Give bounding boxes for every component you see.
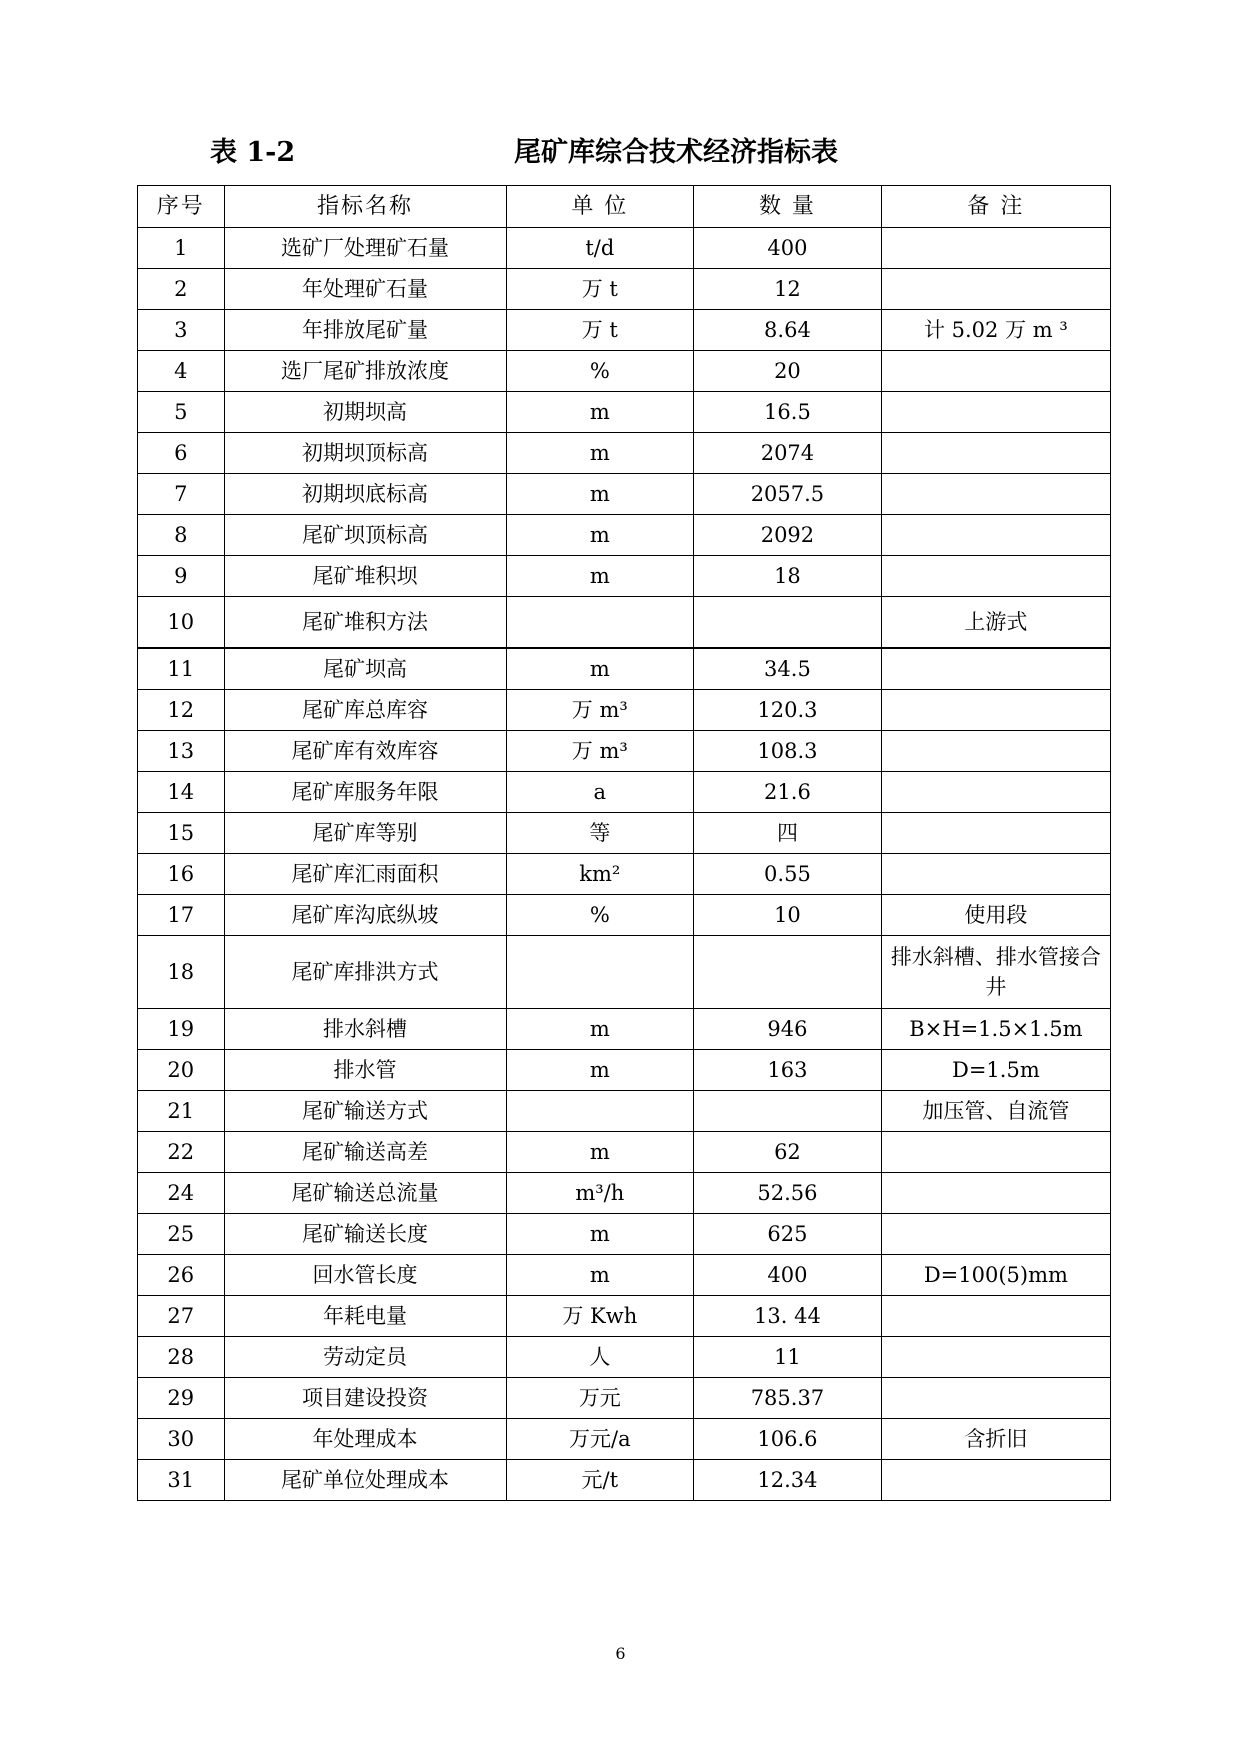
cell-unit: 万 m³ (506, 690, 694, 731)
table-title: 尾矿库综合技术经济指标表 (514, 137, 838, 168)
cell-quantity (694, 936, 882, 1009)
cell-unit: m (506, 433, 694, 474)
cell-indicator: 尾矿输送方式 (224, 1091, 506, 1132)
table-header-row (138, 186, 1111, 228)
cell-remark (881, 731, 1110, 772)
cell-indicator: 尾矿库服务年限 (224, 772, 506, 813)
table-row (138, 1009, 1111, 1050)
cell-quantity: 2057.5 (694, 474, 882, 515)
cell-unit: 万 Kwh (506, 1296, 694, 1337)
cell-indicator: 尾矿坝高 (224, 648, 506, 690)
table-row (138, 1337, 1111, 1378)
cell-index: 12 (138, 690, 225, 731)
table-row (138, 731, 1111, 772)
cell-index: 8 (138, 515, 225, 556)
cell-index: 28 (138, 1337, 225, 1378)
cell-unit: 万 t (506, 269, 694, 310)
cell-quantity: 12 (694, 269, 882, 310)
table-row (138, 1419, 1111, 1460)
cell-index: 29 (138, 1378, 225, 1419)
table-row (138, 556, 1111, 597)
cell-remark (881, 556, 1110, 597)
cell-remark: 使用段 (881, 895, 1110, 936)
cell-unit: % (506, 895, 694, 936)
table-row (138, 895, 1111, 936)
table-row (138, 648, 1111, 690)
cell-remark (881, 474, 1110, 515)
table-row (138, 1296, 1111, 1337)
cell-indicator: 年处理矿石量 (224, 269, 506, 310)
cell-unit: a (506, 772, 694, 813)
cell-indicator: 初期坝高 (224, 392, 506, 433)
cell-indicator: 尾矿单位处理成本 (224, 1460, 506, 1501)
cell-indicator: 尾矿输送长度 (224, 1214, 506, 1255)
cell-index: 30 (138, 1419, 225, 1460)
cell-remark (881, 433, 1110, 474)
cell-quantity: 785.37 (694, 1378, 882, 1419)
cell-index: 4 (138, 351, 225, 392)
cell-index: 10 (138, 597, 225, 649)
cell-index: 11 (138, 648, 225, 690)
cell-indicator: 劳动定员 (224, 1337, 506, 1378)
table-row (138, 228, 1111, 269)
table-row (138, 474, 1111, 515)
cell-index: 25 (138, 1214, 225, 1255)
cell-quantity: 12.34 (694, 1460, 882, 1501)
cell-unit: m (506, 648, 694, 690)
cell-remark (881, 228, 1110, 269)
table-row (138, 1214, 1111, 1255)
indicator-table (137, 185, 1111, 1501)
cell-indicator: 尾矿库等别 (224, 813, 506, 854)
cell-quantity: 163 (694, 1050, 882, 1091)
cell-index: 31 (138, 1460, 225, 1501)
cell-index: 5 (138, 392, 225, 433)
table-row (138, 772, 1111, 813)
cell-unit: m (506, 474, 694, 515)
cell-quantity: 20 (694, 351, 882, 392)
cell-unit: 元/t (506, 1460, 694, 1501)
cell-unit: m (506, 556, 694, 597)
table-row (138, 433, 1111, 474)
cell-quantity: 400 (694, 1255, 882, 1296)
table-row (138, 1173, 1111, 1214)
table-row (138, 1132, 1111, 1173)
cell-index: 18 (138, 936, 225, 1009)
cell-quantity: 16.5 (694, 392, 882, 433)
cell-quantity: 13. 44 (694, 1296, 882, 1337)
table-row (138, 936, 1111, 1009)
cell-index: 27 (138, 1296, 225, 1337)
cell-indicator: 初期坝底标高 (224, 474, 506, 515)
cell-unit: m (506, 1009, 694, 1050)
cell-quantity: 11 (694, 1337, 882, 1378)
cell-index: 1 (138, 228, 225, 269)
cell-unit: m (506, 392, 694, 433)
cell-indicator: 尾矿库排洪方式 (224, 936, 506, 1009)
cell-quantity (694, 1091, 882, 1132)
cell-remark (881, 648, 1110, 690)
cell-remark (881, 813, 1110, 854)
cell-quantity: 62 (694, 1132, 882, 1173)
cell-quantity: 625 (694, 1214, 882, 1255)
cell-quantity: 8.64 (694, 310, 882, 351)
cell-unit: m (506, 1050, 694, 1091)
cell-indicator: 年处理成本 (224, 1419, 506, 1460)
table-row (138, 392, 1111, 433)
cell-unit: 人 (506, 1337, 694, 1378)
cell-remark: B×H=1.5×1.5m (881, 1009, 1110, 1050)
cell-remark: 计 5.02 万 m ³ (881, 310, 1110, 351)
cell-remark: 加压管、自流管 (881, 1091, 1110, 1132)
cell-unit (506, 936, 694, 1009)
table-row (138, 351, 1111, 392)
cell-index: 15 (138, 813, 225, 854)
cell-remark: D=100(5)mm (881, 1255, 1110, 1296)
cell-indicator: 尾矿堆积坝 (224, 556, 506, 597)
cell-indicator: 年耗电量 (224, 1296, 506, 1337)
cell-remark (881, 854, 1110, 895)
cell-indicator: 年排放尾矿量 (224, 310, 506, 351)
col-header-index: 序号 (138, 186, 225, 228)
cell-remark (881, 1173, 1110, 1214)
table-row (138, 1091, 1111, 1132)
cell-index: 24 (138, 1173, 225, 1214)
cell-remark: 排水斜槽、排水管接合井 (881, 936, 1110, 1009)
table-row (138, 854, 1111, 895)
table-caption (0, 133, 1241, 173)
cell-index: 9 (138, 556, 225, 597)
cell-indicator: 项目建设投资 (224, 1378, 506, 1419)
table-row (138, 269, 1111, 310)
cell-quantity: 18 (694, 556, 882, 597)
cell-unit: t/d (506, 228, 694, 269)
cell-quantity: 106.6 (694, 1419, 882, 1460)
cell-unit: 等 (506, 813, 694, 854)
cell-indicator: 尾矿库总库容 (224, 690, 506, 731)
cell-index: 7 (138, 474, 225, 515)
cell-remark: D=1.5m (881, 1050, 1110, 1091)
cell-indicator: 选矿厂处理矿石量 (224, 228, 506, 269)
cell-index: 16 (138, 854, 225, 895)
cell-remark (881, 772, 1110, 813)
cell-unit: m (506, 1255, 694, 1296)
cell-index: 22 (138, 1132, 225, 1173)
cell-indicator: 初期坝顶标高 (224, 433, 506, 474)
cell-quantity (694, 597, 882, 649)
cell-quantity: 52.56 (694, 1173, 882, 1214)
cell-unit: m (506, 1132, 694, 1173)
table-row (138, 813, 1111, 854)
cell-unit: 万 t (506, 310, 694, 351)
cell-unit (506, 1091, 694, 1132)
table-number: 表 1-2 (210, 137, 296, 168)
cell-indicator: 尾矿输送总流量 (224, 1173, 506, 1214)
cell-unit: m³/h (506, 1173, 694, 1214)
cell-quantity: 34.5 (694, 648, 882, 690)
cell-quantity: 108.3 (694, 731, 882, 772)
col-header-remark: 备 注 (881, 186, 1110, 228)
cell-remark: 上游式 (881, 597, 1110, 649)
cell-indicator: 排水斜槽 (224, 1009, 506, 1050)
cell-index: 13 (138, 731, 225, 772)
cell-remark (881, 1296, 1110, 1337)
cell-remark: 含折旧 (881, 1419, 1110, 1460)
cell-unit: km² (506, 854, 694, 895)
cell-remark (881, 1460, 1110, 1501)
cell-quantity: 2074 (694, 433, 882, 474)
cell-quantity: 400 (694, 228, 882, 269)
cell-unit: 万元/a (506, 1419, 694, 1460)
cell-quantity: 21.6 (694, 772, 882, 813)
cell-indicator: 尾矿库沟底纵坡 (224, 895, 506, 936)
cell-unit: % (506, 351, 694, 392)
cell-remark (881, 269, 1110, 310)
page-number: 6 (615, 1644, 626, 1663)
cell-quantity: 四 (694, 813, 882, 854)
cell-quantity: 10 (694, 895, 882, 936)
cell-quantity: 0.55 (694, 854, 882, 895)
cell-index: 20 (138, 1050, 225, 1091)
table-row (138, 1378, 1111, 1419)
table-row (138, 310, 1111, 351)
table-row (138, 1460, 1111, 1501)
cell-indicator: 选厂尾矿排放浓度 (224, 351, 506, 392)
cell-index: 3 (138, 310, 225, 351)
cell-indicator: 排水管 (224, 1050, 506, 1091)
table-row (138, 1255, 1111, 1296)
cell-unit: m (506, 1214, 694, 1255)
cell-unit: 万元 (506, 1378, 694, 1419)
cell-indicator: 尾矿库汇雨面积 (224, 854, 506, 895)
cell-indicator: 尾矿输送高差 (224, 1132, 506, 1173)
cell-index: 6 (138, 433, 225, 474)
cell-unit: 万 m³ (506, 731, 694, 772)
table-row (138, 597, 1111, 649)
col-header-quantity: 数 量 (694, 186, 882, 228)
cell-quantity: 2092 (694, 515, 882, 556)
cell-indicator: 尾矿坝顶标高 (224, 515, 506, 556)
cell-remark (881, 515, 1110, 556)
cell-quantity: 120.3 (694, 690, 882, 731)
cell-index: 26 (138, 1255, 225, 1296)
table-row (138, 515, 1111, 556)
cell-remark (881, 392, 1110, 433)
cell-remark (881, 1378, 1110, 1419)
table-row (138, 1050, 1111, 1091)
cell-index: 21 (138, 1091, 225, 1132)
col-header-unit: 单 位 (506, 186, 694, 228)
cell-indicator: 尾矿库有效库容 (224, 731, 506, 772)
cell-unit: m (506, 515, 694, 556)
cell-remark (881, 1214, 1110, 1255)
cell-remark (881, 1132, 1110, 1173)
cell-index: 2 (138, 269, 225, 310)
cell-remark (881, 351, 1110, 392)
cell-remark (881, 690, 1110, 731)
table-row (138, 690, 1111, 731)
cell-quantity: 946 (694, 1009, 882, 1050)
cell-index: 17 (138, 895, 225, 936)
cell-indicator: 尾矿堆积方法 (224, 597, 506, 649)
cell-remark (881, 1337, 1110, 1378)
cell-unit (506, 597, 694, 649)
col-header-indicator: 指标名称 (224, 186, 506, 228)
cell-indicator: 回水管长度 (224, 1255, 506, 1296)
cell-index: 19 (138, 1009, 225, 1050)
cell-index: 14 (138, 772, 225, 813)
